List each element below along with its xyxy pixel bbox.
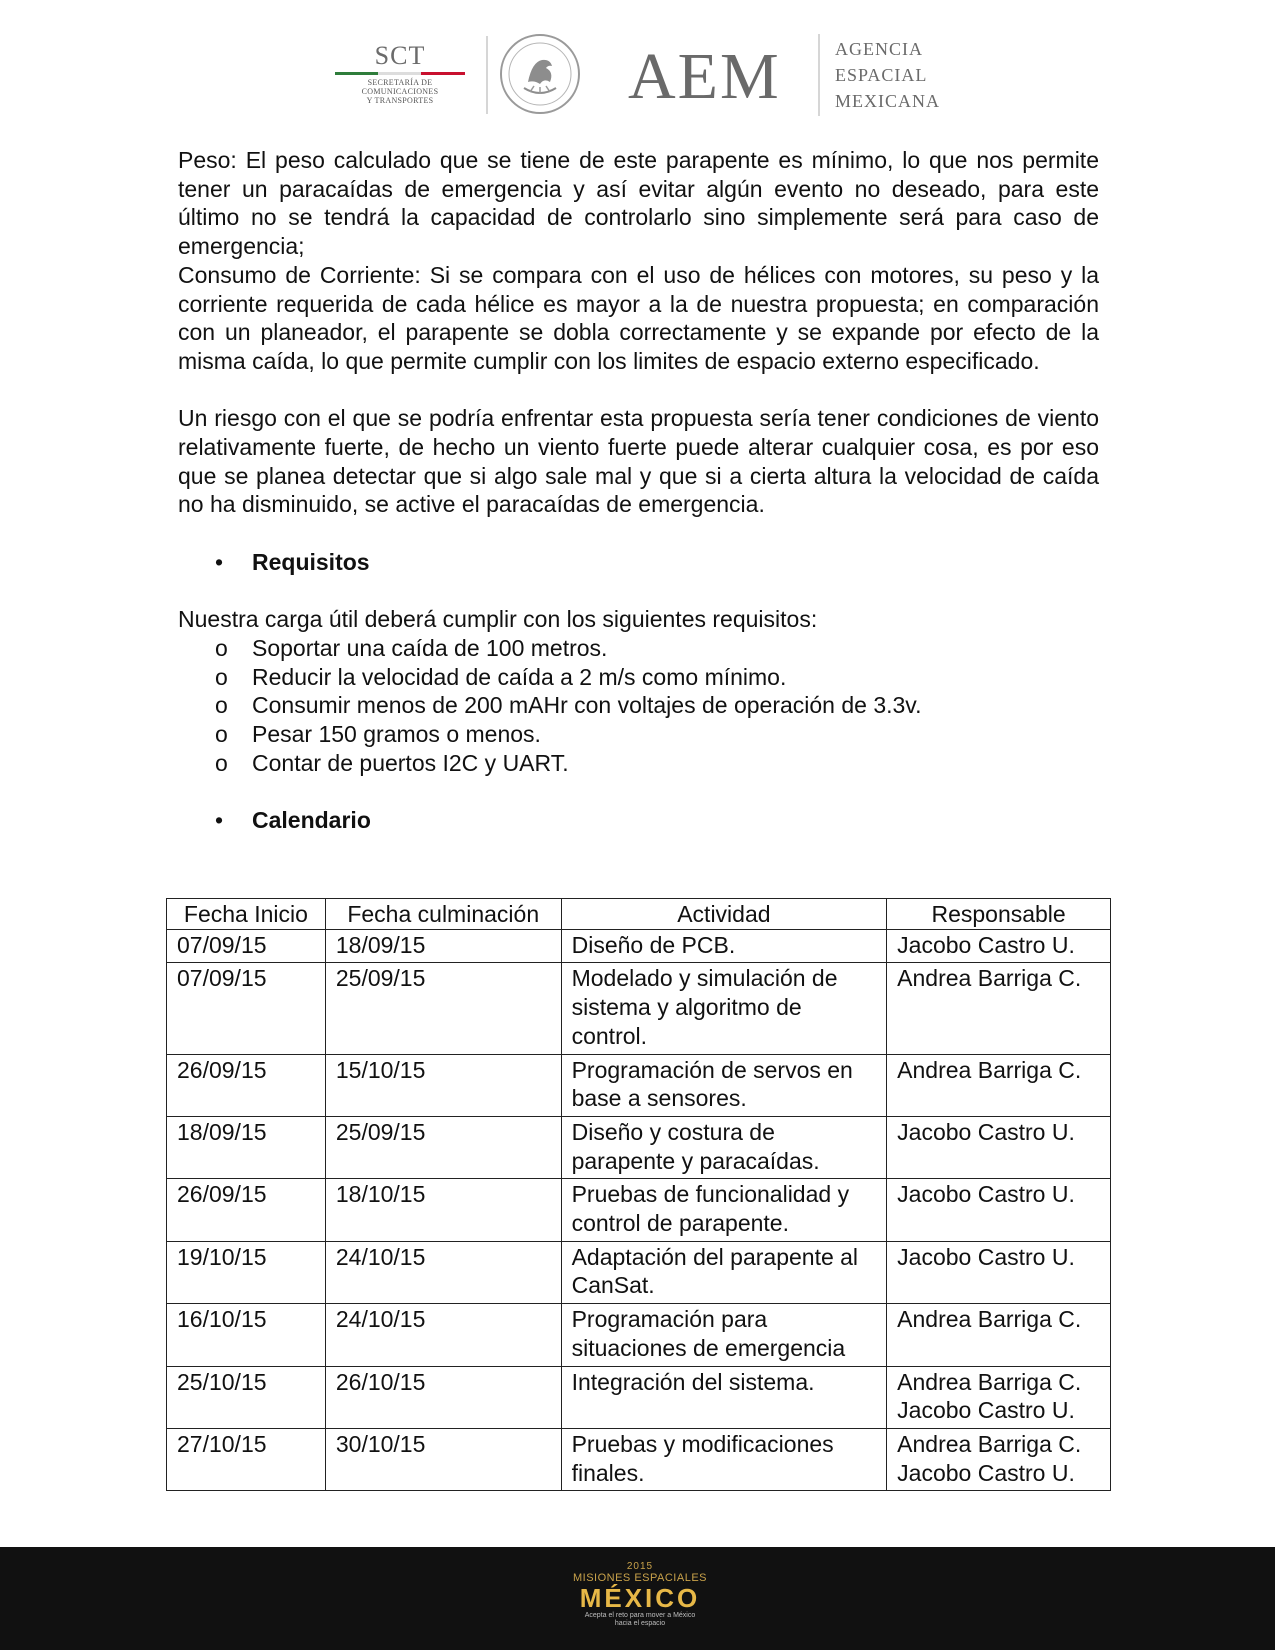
- cell-responsable: Andrea Barriga C. Jacobo Castro U.: [887, 1428, 1111, 1490]
- cell-actividad: Pruebas y modificaciones finales.: [561, 1428, 887, 1490]
- circle-bullet-icon: o: [215, 721, 228, 748]
- cell-responsable: Jacobo Castro U.: [887, 1179, 1111, 1241]
- list-item-text: Contar de puertos I2C y UART.: [252, 749, 569, 776]
- cell-fecha-inicio: 19/10/15: [167, 1241, 326, 1303]
- cell-fecha-culminacion: 25/09/15: [325, 963, 561, 1054]
- table-row: [167, 1179, 1111, 1241]
- document-footer: [0, 1547, 1275, 1650]
- footer-tagline: Acepta el reto para mover a México: [584, 1612, 696, 1619]
- requisitos-list: [178, 634, 1099, 778]
- cell-fecha-culminacion: 25/09/15: [325, 1116, 561, 1178]
- mexico-coat-of-arms-icon: [498, 32, 582, 116]
- cell-responsable: Andrea Barriga C.: [887, 963, 1111, 1054]
- list-item-text: Consumir menos de 200 mAHr con voltajes de operación de 3.3v.: [252, 692, 922, 719]
- cell-fecha-inicio: 18/09/15: [167, 1116, 326, 1178]
- document-body: [178, 146, 1099, 835]
- column-header: Fecha culminación: [325, 899, 561, 930]
- cell-responsable: Jacobo Castro U.: [887, 1241, 1111, 1303]
- agency-name: [835, 36, 940, 114]
- cell-actividad: Integración del sistema.: [561, 1366, 887, 1428]
- sct-logo-title: SCT: [374, 41, 426, 70]
- table-row: [167, 1116, 1111, 1178]
- table-row: [167, 1054, 1111, 1116]
- cell-actividad: Pruebas de funcionalidad y control de parapente.: [561, 1179, 887, 1241]
- table-row: [167, 1304, 1111, 1366]
- list-item: [178, 720, 1099, 749]
- cell-responsable: Jacobo Castro U.: [887, 1116, 1111, 1178]
- section-heading-calendario: [178, 806, 1099, 835]
- table-header-row: [167, 899, 1111, 930]
- cell-responsable: Andrea Barriga C.: [887, 1304, 1111, 1366]
- circle-bullet-icon: o: [215, 634, 228, 661]
- cell-actividad: Diseño de PCB.: [561, 929, 887, 963]
- bullet-icon: •: [215, 807, 224, 834]
- cell-fecha-inicio: 26/09/15: [167, 1054, 326, 1116]
- requisitos-intro: Nuestra carga útil deberá cumplir con los siguientes requisitos:: [178, 606, 818, 633]
- section-heading-label: Calendario: [252, 807, 371, 834]
- footer-year: 2015: [626, 1561, 654, 1572]
- list-item: [178, 749, 1099, 778]
- paragraph-consumo: Consumo de Corriente: Si se compara con el uso de hélices con motores, su peso y la corriente requerida de cada hélice es mayor a la de nuestra propuesta; en comparación con un planeador, el parapente se dobla correctamente y se expande por efecto de la misma caída, lo que permite cumplir con los limites de espacio externo especificado.: [178, 261, 1099, 374]
- column-header: Responsable: [887, 899, 1111, 930]
- cell-actividad: Diseño y costura de parapente y paracaídas.: [561, 1116, 887, 1178]
- table-row: [167, 1366, 1111, 1428]
- aem-logo-text: AEM: [628, 40, 781, 113]
- list-item-text: Soportar una caída de 100 metros.: [252, 634, 608, 661]
- cell-fecha-culminacion: 24/10/15: [325, 1241, 561, 1303]
- list-item: [178, 691, 1099, 720]
- header-divider: [486, 36, 488, 114]
- cell-fecha-inicio: 07/09/15: [167, 929, 326, 963]
- list-item: [178, 634, 1099, 663]
- cell-fecha-culminacion: 30/10/15: [325, 1428, 561, 1490]
- cell-fecha-inicio: 07/09/15: [167, 963, 326, 1054]
- sct-logo-flag-bar: [335, 72, 465, 75]
- list-item-text: Pesar 150 gramos o menos.: [252, 721, 541, 748]
- bullet-icon: •: [215, 548, 224, 575]
- cell-fecha-inicio: 16/10/15: [167, 1304, 326, 1366]
- document-header: [0, 22, 1275, 122]
- paragraph-peso: Peso: El peso calculado que se tiene de este parapente es mínimo, lo que nos permite tener un paracaídas de emergencia y así evitar algún evento no deseado, para este último no se tendrá la capacidad de controlarlo sino simplemente será para caso de emergencia;: [178, 147, 1099, 260]
- cell-fecha-culminacion: 15/10/15: [325, 1054, 561, 1116]
- cell-fecha-culminacion: 26/10/15: [325, 1366, 561, 1428]
- cell-fecha-inicio: 26/09/15: [167, 1179, 326, 1241]
- cell-fecha-culminacion: 18/09/15: [325, 929, 561, 963]
- agency-name-line: MEXICANA: [835, 91, 940, 111]
- footer-mexico-wordmark: MÉXICO: [579, 1583, 701, 1613]
- cell-responsable: Andrea Barriga C.: [887, 1054, 1111, 1116]
- list-item: [178, 663, 1099, 692]
- column-header: Actividad: [561, 899, 887, 930]
- agency-name-line: AGENCIA: [835, 39, 923, 59]
- table-row: [167, 963, 1111, 1054]
- cell-actividad: Adaptación del parapente al CanSat.: [561, 1241, 887, 1303]
- sct-logo-subtitle-1: SECRETARÍA DE: [367, 78, 433, 87]
- table-row: [167, 1241, 1111, 1303]
- cell-actividad: Modelado y simulación de sistema y algoritmo de control.: [561, 963, 887, 1054]
- cell-fecha-culminacion: 18/10/15: [325, 1179, 561, 1241]
- calendar-table: [166, 898, 1111, 1491]
- circle-bullet-icon: o: [215, 749, 228, 776]
- list-item-text: Reducir la velocidad de caída a 2 m/s como mínimo.: [252, 663, 787, 690]
- footer-tagline: hacia el espacio: [614, 1620, 666, 1627]
- misiones-espaciales-logo: [555, 1561, 725, 1639]
- cell-actividad: Programación para situaciones de emergencia: [561, 1304, 887, 1366]
- cell-responsable: Jacobo Castro U.: [887, 929, 1111, 963]
- header-divider: [818, 34, 820, 116]
- cell-responsable: Andrea Barriga C. Jacobo Castro U.: [887, 1366, 1111, 1428]
- cell-actividad: Programación de servos en base a sensores.: [561, 1054, 887, 1116]
- table-row: [167, 929, 1111, 963]
- sct-logo-subtitle-3: Y TRANSPORTES: [366, 96, 434, 105]
- circle-bullet-icon: o: [215, 663, 228, 690]
- agency-name-line: ESPACIAL: [835, 65, 928, 85]
- cell-fecha-inicio: 27/10/15: [167, 1428, 326, 1490]
- cell-fecha-inicio: 25/10/15: [167, 1366, 326, 1428]
- section-heading-label: Requisitos: [252, 548, 370, 575]
- sct-logo: [335, 42, 465, 105]
- footer-title: MISIONES ESPACIALES: [572, 1572, 707, 1584]
- sct-logo-subtitle-2: COMUNICACIONES: [361, 87, 439, 96]
- column-header: Fecha Inicio: [167, 899, 326, 930]
- section-heading-requisitos: [178, 548, 1099, 577]
- table-row: [167, 1428, 1111, 1490]
- paragraph-riesgo: Un riesgo con el que se podría enfrentar esta propuesta sería tener condiciones de viento relativamente fuerte, de hecho un viento fuerte puede alterar cualquier cosa, es por eso que se planea detectar que si algo sale mal y que si a cierta altura la velocidad de caída no ha disminuido, se active el paracaídas de emergencia.: [178, 405, 1099, 518]
- circle-bullet-icon: o: [215, 692, 228, 719]
- cell-fecha-culminacion: 24/10/15: [325, 1304, 561, 1366]
